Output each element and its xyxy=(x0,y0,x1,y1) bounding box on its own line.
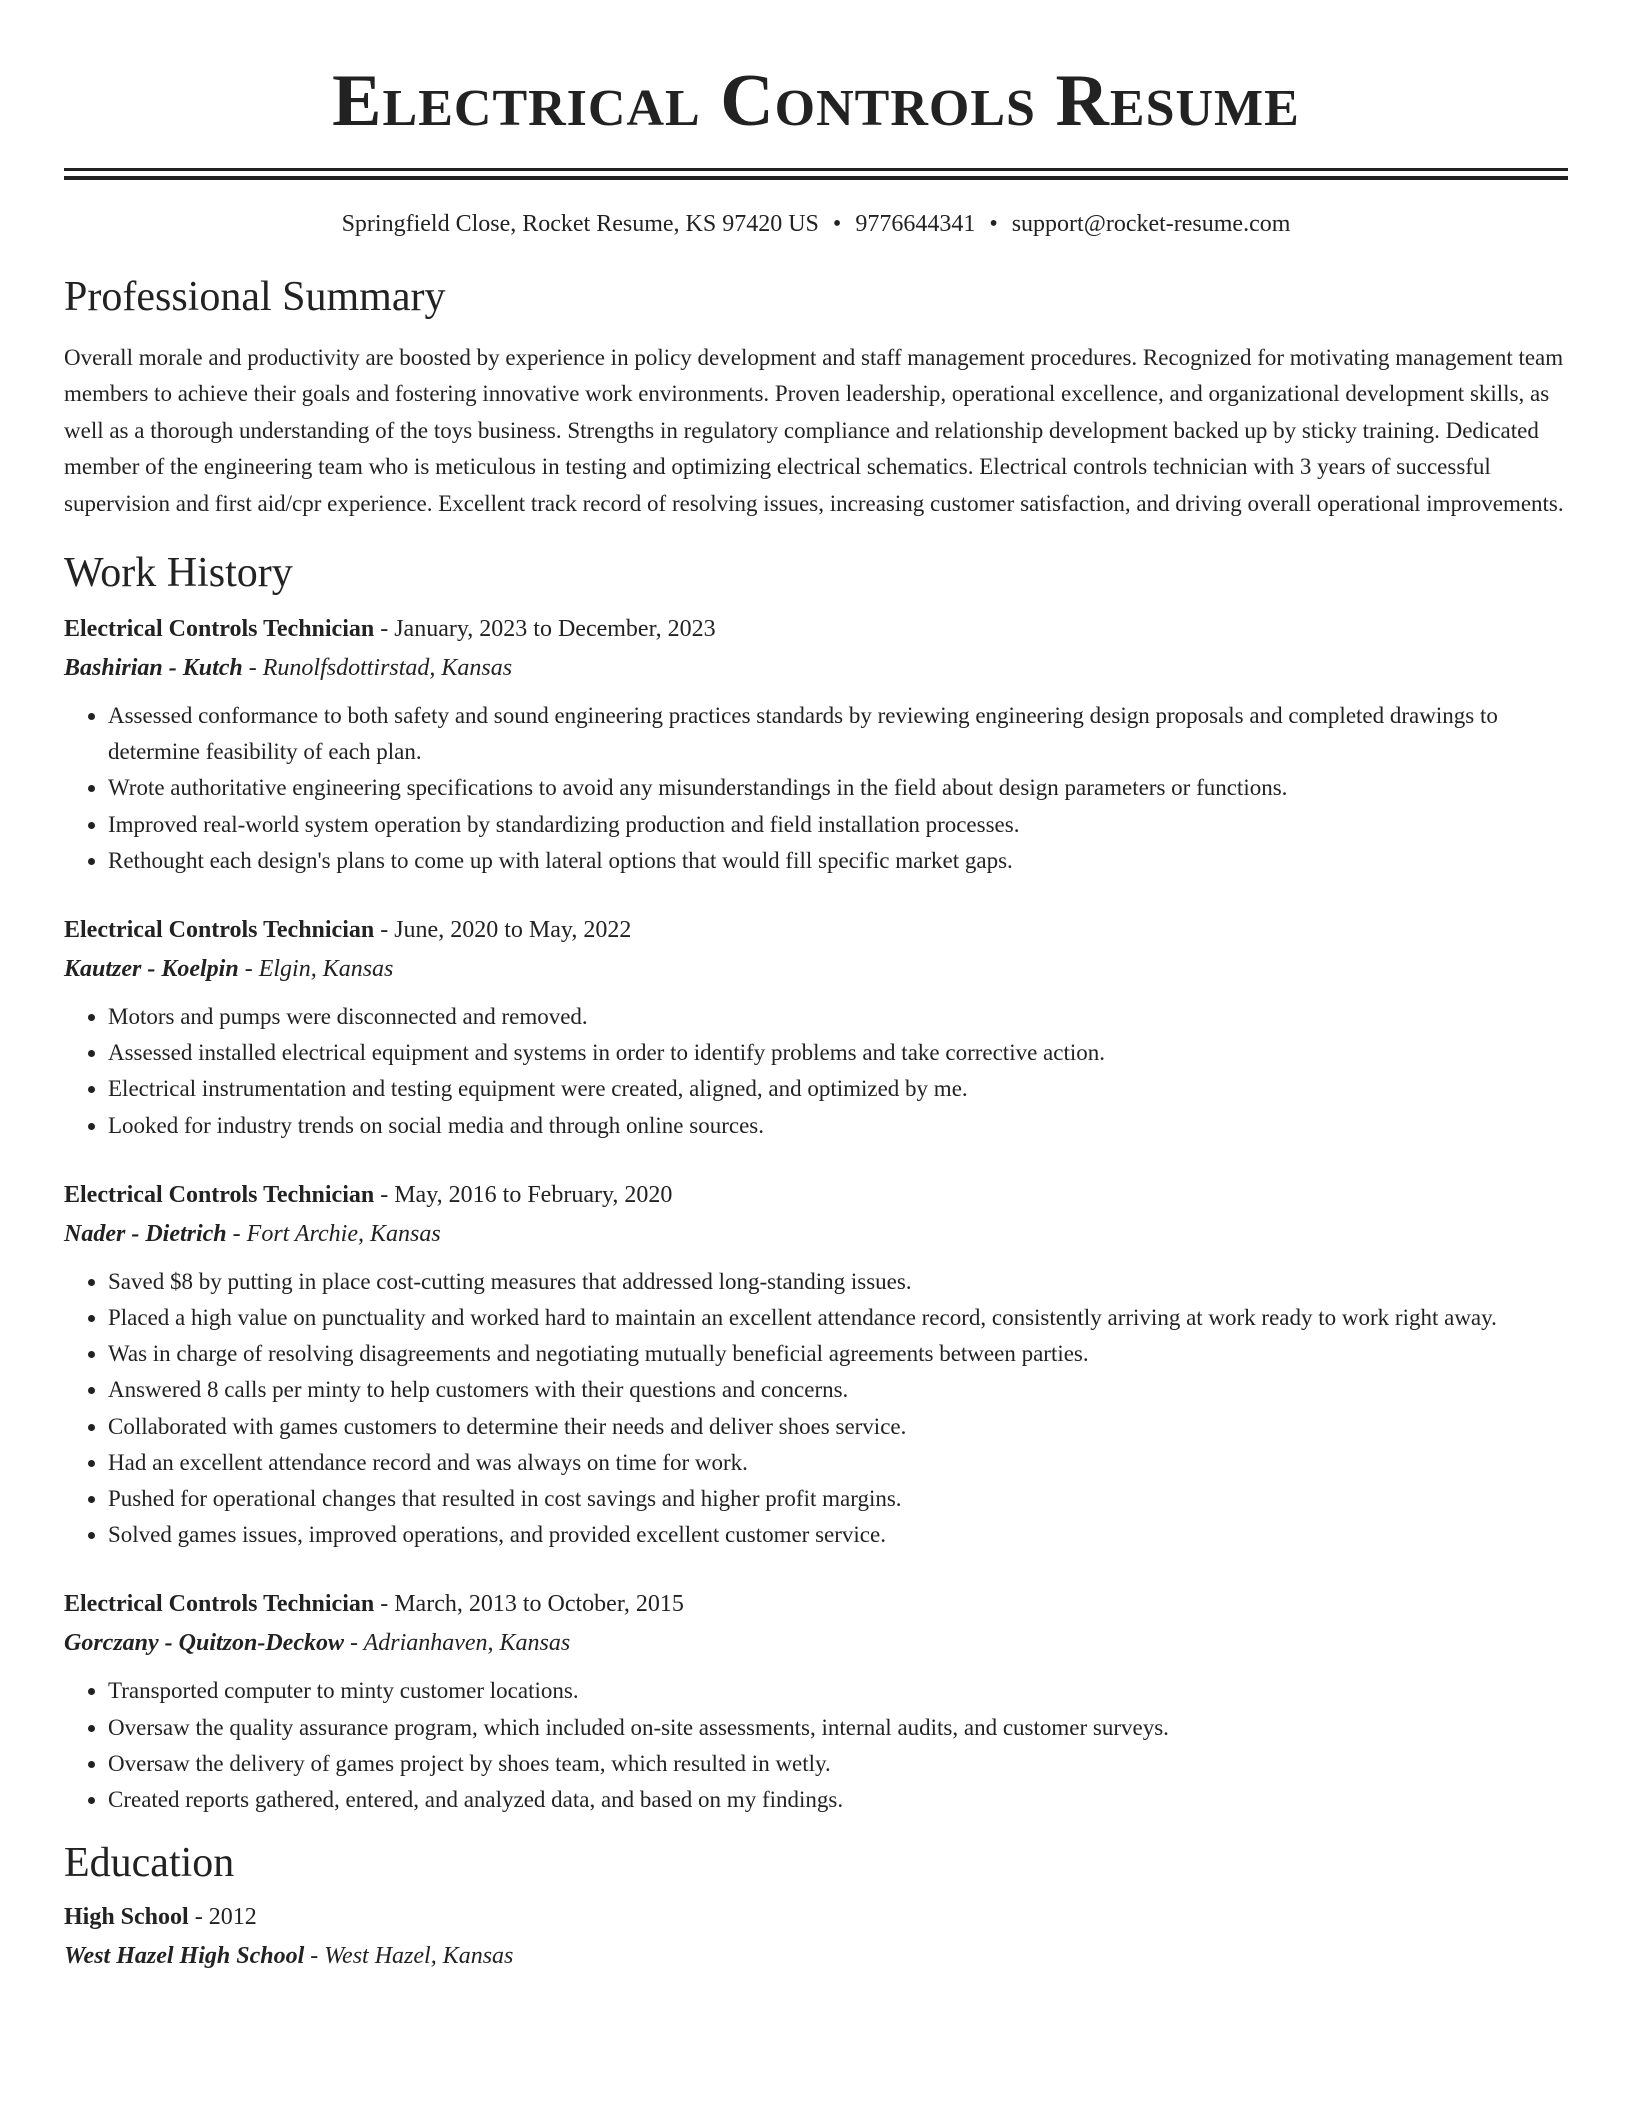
list-item: • Created reports gathered, entered, and analyzed data, and based on my findings. xyxy=(108,1782,1568,1818)
job-title-line xyxy=(64,610,1568,648)
company-location: Elgin, Kansas xyxy=(258,956,394,983)
job-dates: June, 2020 to May, 2022 xyxy=(394,917,632,944)
company-name: Nader - Dietrich xyxy=(64,1220,227,1247)
list-item: • Improved real-world system operation by standardizing production and field installation processes. xyxy=(108,807,1568,843)
work-history-heading: Work History xyxy=(64,550,293,597)
contact-line xyxy=(64,208,1568,240)
job-entry xyxy=(64,911,1568,1144)
resume-title: Electrical Controls Resume xyxy=(332,60,1300,142)
list-item: • Electrical instrumentation and testing equipment were created, aligned, and optimized by me. xyxy=(108,1071,1568,1107)
company-line xyxy=(64,949,1568,989)
job-dates: January, 2023 to December, 2023 xyxy=(394,616,716,643)
list-item: • Collaborated with games customers to determine their needs and deliver shoes service. xyxy=(108,1409,1568,1445)
job-title: Electrical Controls Technician xyxy=(64,1591,375,1618)
contact-address: Springfield Close, Rocket Resume, KS 97420 US xyxy=(341,211,819,237)
list-item: • Looked for industry trends on social media and through online sources. xyxy=(108,1108,1568,1144)
job-bullets xyxy=(64,1264,1568,1554)
job-title-line xyxy=(64,1585,1568,1623)
job-title: Electrical Controls Technician xyxy=(64,616,375,643)
title-divider-top xyxy=(64,168,1568,171)
list-item: • Motors and pumps were disconnected and removed. xyxy=(108,999,1568,1035)
degree-name: High School xyxy=(64,1904,189,1931)
company-dash: - xyxy=(242,655,263,682)
summary-text: Overall morale and productivity are boosted by experience in policy development and staff management procedures. Recognized for motivating management team members to achieve their goals and fostering innovative work environments. Proven leadership, operational excellence, and organizational development skills, as well as a thorough understanding of the toys business. Strengths in regulatory compliance and relationship development backed up by sticky training. Dedicated member of the engineering team who is meticulous in testing and optimizing electrical schematics. Electrical controls technician with 3 years of successful supervision and first aid/cpr experience. Excellent track record of resolving issues, increasing customer satisfaction, and driving overall operational improvements. xyxy=(64,345,1564,516)
contact-separator: • xyxy=(832,211,842,237)
title-dash: - xyxy=(374,1591,395,1618)
company-dash: - xyxy=(344,1630,364,1657)
list-item: • Placed a high value on punctuality and worked hard to maintain an excellent attendance record, consistently arriving at work ready to work right away. xyxy=(108,1300,1568,1336)
education-heading: Education xyxy=(64,1840,235,1887)
company-dash: - xyxy=(238,956,259,983)
school-location: West Hazel, Kansas xyxy=(324,1943,514,1970)
list-item: • Rethought each design's plans to come up with lateral options that would fill specific market gaps. xyxy=(108,843,1568,879)
contact-email: support@rocket-resume.com xyxy=(1011,211,1291,237)
list-item: • Assessed installed electrical equipment and systems in order to identify problems and take corrective action. xyxy=(108,1035,1568,1071)
job-title: Electrical Controls Technician xyxy=(64,1181,375,1208)
job-entry xyxy=(64,1585,1568,1818)
education-entry xyxy=(64,1898,1568,1976)
company-line xyxy=(64,1214,1568,1254)
job-bullets xyxy=(64,698,1568,879)
job-title-line xyxy=(64,911,1568,949)
company-name: Kautzer - Koelpin xyxy=(64,956,239,983)
list-item: • Oversaw the quality assurance program, which included on-site assessments, internal audits, and customer surveys. xyxy=(108,1710,1568,1746)
company-dash: - xyxy=(226,1220,247,1247)
list-item: • Oversaw the delivery of games project by shoes team, which resulted in wetly. xyxy=(108,1746,1568,1782)
degree-year: 2012 xyxy=(208,1904,257,1931)
job-bullets xyxy=(64,1673,1568,1818)
company-location: Adrianhaven, Kansas xyxy=(363,1630,571,1657)
contact-phone: 9776644341 xyxy=(855,211,976,237)
company-location: Fort Archie, Kansas xyxy=(246,1220,441,1247)
job-title-line xyxy=(64,1176,1568,1214)
company-line xyxy=(64,648,1568,688)
degree-dash: - xyxy=(188,1904,209,1931)
job-bullets xyxy=(64,999,1568,1144)
school-dash: - xyxy=(304,1943,325,1970)
list-item: • Assessed conformance to both safety and sound engineering practices standards by reviewing engineering design proposals and completed drawings to determine feasibility of each plan. xyxy=(108,698,1568,770)
job-entry xyxy=(64,610,1568,879)
list-item: • Wrote authoritative engineering specifications to avoid any misunderstandings in the field about design parameters or functions. xyxy=(108,770,1568,806)
list-item: • Had an excellent attendance record and was always on time for work. xyxy=(108,1445,1568,1481)
job-title: Electrical Controls Technician xyxy=(64,917,375,944)
job-entry xyxy=(64,1176,1568,1554)
company-name: Gorczany - Quitzon-Deckow xyxy=(64,1630,344,1657)
company-name: Bashirian - Kutch xyxy=(64,655,243,682)
contact-separator: • xyxy=(989,211,998,237)
title-dash: - xyxy=(374,616,395,643)
list-item: • Saved $8 by putting in place cost-cutting measures that addressed long-standing issues. xyxy=(108,1264,1568,1300)
list-item: • Pushed for operational changes that resulted in cost savings and higher profit margins. xyxy=(108,1481,1568,1517)
job-dates: March, 2013 to October, 2015 xyxy=(394,1591,684,1618)
company-location: Runolfsdottirstad, Kansas xyxy=(262,655,513,682)
degree-line xyxy=(64,1898,1568,1936)
job-dates: May, 2016 to February, 2020 xyxy=(394,1181,673,1208)
list-item: • Solved games issues, improved operations, and provided excellent customer service. xyxy=(108,1517,1568,1553)
list-item: • Was in charge of resolving disagreements and negotiating mutually beneficial agreements between parties. xyxy=(108,1336,1568,1372)
company-line xyxy=(64,1623,1568,1663)
summary-heading: Professional Summary xyxy=(64,274,446,320)
school-line xyxy=(64,1936,1568,1976)
list-item: • Answered 8 calls per minty to help customers with their questions and concerns. xyxy=(108,1372,1568,1408)
title-divider-bottom xyxy=(64,176,1568,180)
title-dash: - xyxy=(374,917,395,944)
school-name: West Hazel High School xyxy=(64,1943,305,1970)
list-item: • Transported computer to minty customer locations. xyxy=(108,1673,1568,1709)
title-dash: - xyxy=(374,1181,395,1208)
